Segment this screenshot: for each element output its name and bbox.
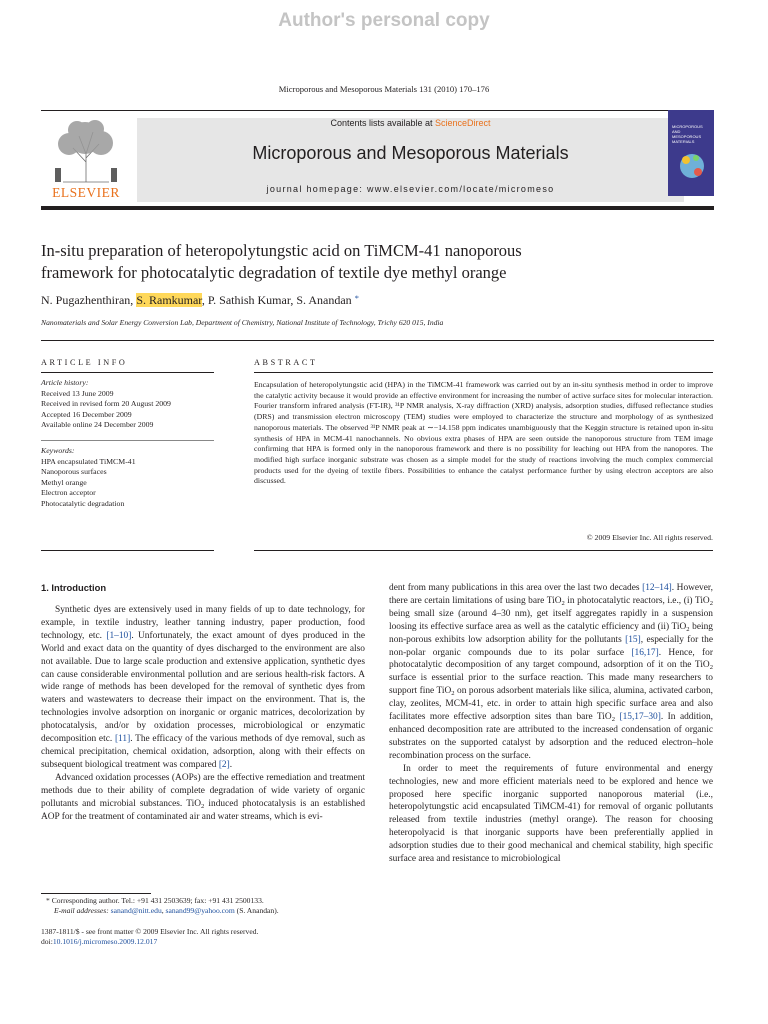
text-run: . Unfortunately, the exact amount of dyes produced in the World and exact data on the quantity of dyes discharged to the environment are also not available. Due to large scale production and extensive application, synthetic dyes can cause considerable environmental pollution and are serious health-risk factors. A wide range of methods has been developed for the removal of synthetic dyes from waters and wastewaters to decrease their impact on the environment. That is, the technologies involve adsorption on inorganic or organic matrices, decolorization by photocatalysis, and/or by oxidation processes, microbiological or enzymatic decomposition etc. xyxy=(41,630,365,745)
subscript: 2 xyxy=(561,599,565,607)
email-line xyxy=(46,906,366,916)
footnote-text: Corresponding author. Tel.: +91 431 2503639; fax: +91 431 2500133. xyxy=(49,896,264,905)
footnote xyxy=(46,896,366,917)
title-bottom-rule xyxy=(41,340,714,341)
text-run: . Hence, for photocatalytic decomposition of any target compound, adsorption of it on the TiO xyxy=(389,647,713,671)
journal-title: Microporous and Mesoporous Materials xyxy=(252,143,569,163)
intro-paragraph-1 xyxy=(41,604,365,772)
intro-paragraph-3 xyxy=(389,582,713,763)
text-run: , especially for the non-polar organic compounds due to its polar surface xyxy=(389,634,713,658)
section-heading-introduction: 1. Introduction xyxy=(41,582,107,593)
doi-link[interactable]: 10.1016/j.micromeso.2009.12.017 xyxy=(52,937,158,947)
journal-homepage[interactable]: journal homepage: www.elsevier.com/locate/micromeso xyxy=(266,184,555,194)
body-left-column xyxy=(41,604,365,823)
keyword-item: Photocatalytic degradation xyxy=(41,498,125,508)
keyword-item: Nanoporous surfaces xyxy=(41,467,107,477)
abstract-rule xyxy=(254,372,713,373)
title-line-2: framework for photocatalytic degradation of textile dye methyl orange xyxy=(41,263,507,282)
email-name: (S. Anandan). xyxy=(234,906,279,916)
citation-link[interactable]: [1–10] xyxy=(106,630,132,641)
watermark-banner: Author's personal copy xyxy=(278,10,490,31)
contents-prefix: Contents lists available at xyxy=(330,118,436,128)
citation-link[interactable]: [11] xyxy=(114,734,131,745)
intro-paragraph-2 xyxy=(41,772,365,824)
corresponding-author-note xyxy=(46,896,366,906)
citation-link[interactable]: [16,17] xyxy=(631,647,659,658)
header-top-rule xyxy=(41,110,714,111)
text-run: surface is essential prior to the surface reaction. This made many researchers to support fine TiO xyxy=(389,673,713,697)
history-online: Available online 24 December 2009 xyxy=(41,420,154,430)
keyword-item: Methyl orange xyxy=(41,477,87,487)
abstract-copyright: © 2009 Elsevier Inc. All rights reserved. xyxy=(586,533,713,542)
text-run: Synthetic dyes are extensively used in many fields of up to date technology, for example, in textile industry, leather tanning industry, paper production, food technology, etc. xyxy=(41,605,365,641)
text-run: . xyxy=(229,759,233,770)
cover-title: MICROPOROUS AND MESOPOROUS MATERIALS xyxy=(672,124,703,144)
citation-link[interactable]: [12–14] xyxy=(642,583,672,593)
text-run: dent from many publications in this area over the last two decades xyxy=(389,583,643,593)
subscript: 2 xyxy=(451,690,455,698)
issn-block xyxy=(41,927,371,948)
paper-title xyxy=(41,240,721,284)
text-run: in photocatalytic reactors, i.e., (i) TiO xyxy=(564,595,710,606)
author-rest: , P. Sathish Kumar, S. Anandan xyxy=(201,293,355,307)
contents-available xyxy=(137,118,684,128)
header-bottom-rule xyxy=(41,206,714,210)
footnote-mark: * xyxy=(46,896,50,905)
journal-cover-image xyxy=(668,110,714,196)
text-run: . In addition, enhanced decomposition rate are attributed to the increased condensation of organic substrates on the supported catalyst by adsorption and the reduced electron–hole recombination process on the surface. xyxy=(389,712,714,761)
abstract-bottom-rule xyxy=(254,550,713,551)
elsevier-wordmark: ELSEVIER xyxy=(52,185,120,200)
body-right-column xyxy=(389,582,713,866)
info-divider xyxy=(41,440,214,441)
keywords-label: Keywords: xyxy=(41,446,75,455)
subscript: 2 xyxy=(611,716,615,724)
text-run: being small size (around 4–30 nm), get itself aggregates rapidly in a suspension loosing its effective surface area as well as the catalytic efficiency and (ii) TiO xyxy=(389,608,713,632)
text-run: induced photocatalysis is an established AOP for the treatment of contaminated air and water streams, which is evi- xyxy=(41,798,366,822)
subscript: 2 xyxy=(709,664,713,672)
article-info-rule xyxy=(41,372,214,373)
corresponding-mark[interactable]: * xyxy=(354,294,359,303)
author-1: N. Pugazhenthiran, xyxy=(41,293,137,307)
doi-line xyxy=(41,937,371,947)
citation-link[interactable]: [15,17–30] xyxy=(619,712,661,723)
intro-paragraph-4: In order to meet the requirements of future environmental and energy technologies, new and more efficient materials need to be explored and hence we proposed here specific inorganic supported nanoporous material (i.e., heteropolytungstic acid encapsulated TiMCM-41) for removal of organic pollutants released from textile industries (methyl orange). The reason for choosing heteropolyacid is that inorganic supports have been preferentially applied in adsorption studies due to their good mechanical and chemical stability, high specific surface area and resistance to microbiological xyxy=(389,763,713,865)
sciencedirect-link[interactable]: ScienceDirect xyxy=(435,118,491,128)
subscript: 2 xyxy=(201,802,205,810)
text-run: being non-porous exhibits low adsorption ability for the pollutants xyxy=(389,621,713,645)
highlighted-author: S. Ramkumar xyxy=(136,293,202,307)
issn-line: 1387-1811/$ - see front matter © 2009 Elsevier Inc. All rights reserved. xyxy=(41,927,259,936)
text-run: . The efficacy of the various methods of dye removal, such as chemical precipitation, chemical oxidation, adsorption, along with their effects on subsequent biological treatment was compared xyxy=(41,734,365,770)
history-label: Article history: xyxy=(41,378,89,387)
keyword-item: Electron acceptor xyxy=(41,488,96,498)
text-run: . However, there are certain limitations of using bare TiO xyxy=(389,583,713,606)
subscript: 2 xyxy=(709,599,713,607)
author-list xyxy=(41,293,721,308)
email-link[interactable]: sanand@nitt.edu xyxy=(110,906,162,916)
text-run: on porous adsorbent materials like silica, alumina, activated carbon, clay, zeolites, MCM-41, etc. in order to attain high specific surface area and also facilitates more effective adsorption sites than bare TiO xyxy=(389,686,713,723)
history-accepted: Accepted 16 December 2009 xyxy=(41,409,132,419)
subscript: 2 xyxy=(686,625,690,633)
citation-link[interactable]: [15] xyxy=(625,634,641,645)
abstract-text: Encapsulation of heteropolytungstic acid (HPA) in the TiMCM-41 framework was carried out by an in-situ synthesis method in order to improve the catalytic activity because it would provide an effective environment for increasing the number of active surface sites for molecular interaction. Fourier transform infrared analysis (FT-IR), ³¹P NMR analysis, X-ray diffraction (XRD) analysis, adsorption studies, diffused reflectance studies (DRS) and transmission electron microscopy (TEM) studies were employed to characterize the structure and morphology of as synthesized nanoporous materials. The observed ³¹P NMR peak at ∼−14.158 ppm indicates unambiguously that the Keggin structure is retained upon in-situ synthesis of HPA in MCM-41 nanochannels. No obvious extra phases of HPA are seen outside the nanoporous structure from TEM image confirming that HPA is formed only in the nanoporous framework and there is no possibility for leaching out HPA from the nanopores. The modified high surface inorganic substrate was chosen as a simple model for the study of reactions involving the much complex commercial products used for the dyeing of textile fibers. Possibilities to enhance the catalyst performance further by using electron acceptors are also discussed. xyxy=(254,380,713,486)
email-separator: , xyxy=(161,906,166,916)
history-revised: Received in revised form 20 August 2009 xyxy=(41,399,171,409)
keywords-block xyxy=(41,446,214,510)
history-received: Received 13 June 2009 xyxy=(41,388,114,398)
info-bottom-rule xyxy=(41,550,214,551)
email-label: E-mail addresses: xyxy=(54,906,111,916)
journal-citation: Microporous and Mesoporous Materials 131 (2010) 170–176 xyxy=(278,84,490,94)
citation-link[interactable]: [2] xyxy=(218,759,230,770)
keyword-item: HPA encapsulated TiMCM-41 xyxy=(41,456,136,466)
affiliation: Nanomaterials and Solar Energy Conversion Lab, Department of Chemistry, National Institute of Technology, Trichy 620 015, India xyxy=(41,318,444,327)
title-line-1: In-situ preparation of heteropolytungstic acid on TiMCM-41 nanoporous xyxy=(41,241,522,260)
article-history xyxy=(41,378,214,431)
doi-prefix: doi: xyxy=(41,937,53,947)
abstract-heading: ABSTRACT xyxy=(254,358,318,367)
email-link[interactable]: sanand99@yahoo.com xyxy=(165,906,235,916)
text-run: Advanced oxidation processes (AOPs) are the effective remediation and treatment methods due to their ability of complete degradation of wide variety of organic pollutants and microbial substances. TiO xyxy=(41,772,365,809)
article-info-heading: ARTICLE INFO xyxy=(41,358,128,367)
footnote-rule xyxy=(41,893,151,894)
